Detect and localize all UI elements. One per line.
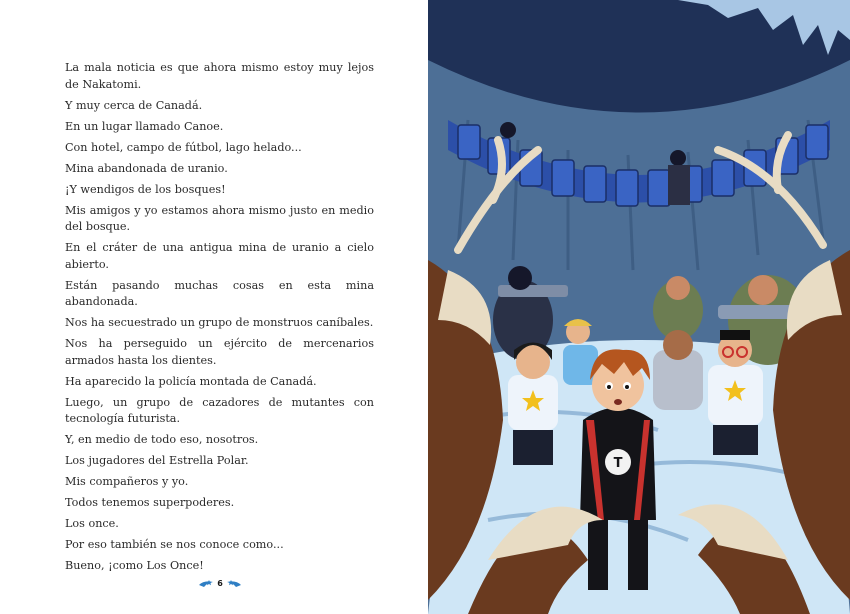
- shirt-letter: T: [613, 456, 623, 471]
- paragraph: Y, en medio de todo eso, nosotros.: [65, 433, 259, 446]
- paragraph: La mala noticia es que ahora mismo estoy muy lejos de Nakatomi.: [65, 61, 374, 91]
- paragraph: Ha aparecido la policía montada de Canadá.: [65, 374, 317, 388]
- star-swoosh-right-icon: [226, 579, 242, 588]
- text-block: [65, 60, 374, 579]
- paragraph: En el cráter de una antigua mina de uranio a cielo abierto.: [65, 241, 374, 271]
- paragraph: Luego, un grupo de cazadores de mutantes con tecnología futurista.: [65, 395, 374, 425]
- paragraph: Los once.: [65, 517, 119, 530]
- paragraph: Con hotel, campo de fútbol, lago helado...: [65, 140, 302, 154]
- paragraph: Mina abandonada de uranio.: [65, 161, 228, 175]
- paragraph: Todos tenemos superpoderes.: [65, 496, 235, 509]
- page-number-text: 6: [217, 578, 223, 588]
- paragraph: Nos ha perseguido un ejército de mercenarios armados hasta los dientes.: [65, 337, 374, 367]
- paragraph: Bueno, ¡como Los Once!: [65, 559, 204, 572]
- paragraph: ¡Y wendigos de los bosques!: [65, 182, 226, 196]
- paragraph: Están pasando muchas cosas en esta mina abandonada.: [65, 278, 374, 308]
- page-number: [196, 576, 244, 590]
- paragraph: Y muy cerca de Canadá.: [65, 98, 203, 112]
- illustration: [428, 0, 850, 614]
- paragraph: Por eso también se nos conoce como...: [65, 538, 284, 551]
- paragraph: Mis compañeros y yo.: [65, 475, 189, 488]
- star-swoosh-left-icon: [198, 579, 214, 588]
- paragraph: En un lugar llamado Canoe.: [65, 119, 224, 133]
- illustration-page: [428, 0, 850, 614]
- paragraph: Mis amigos y yo estamos ahora mismo justo en medio del bosque.: [65, 203, 374, 233]
- paragraph: Los jugadores del Estrella Polar.: [65, 454, 249, 467]
- paragraph: Nos ha secuestrado un grupo de monstruos caníbales.: [65, 316, 374, 329]
